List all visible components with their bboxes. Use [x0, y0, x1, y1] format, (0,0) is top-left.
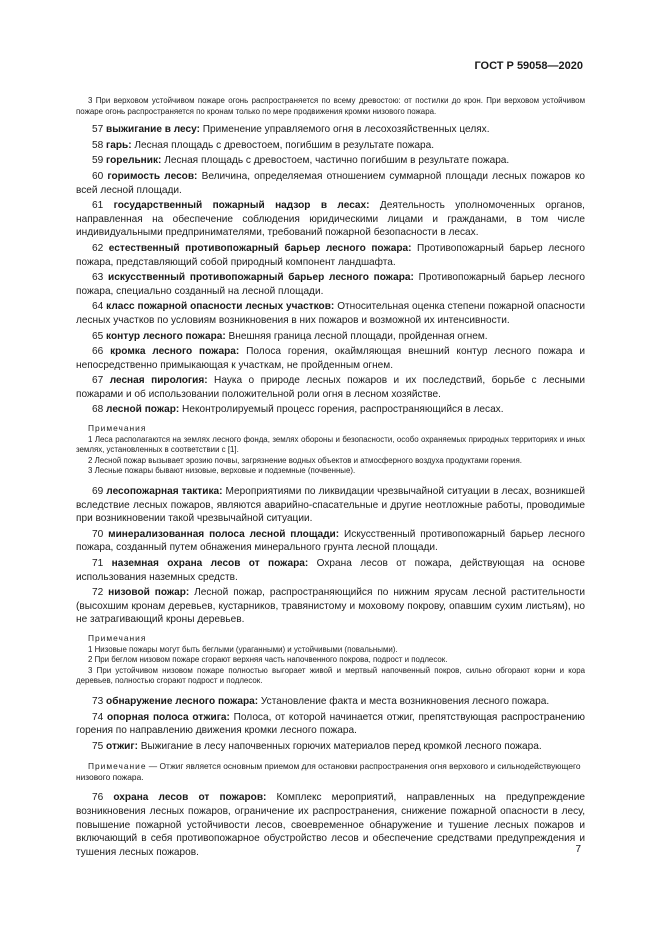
- term-entry: [76, 586, 585, 627]
- term-definition: Величина, определяемая отношением суммарной площади лесных пожаров ко всей лесной площади.: [76, 170, 586, 196]
- term-number: 72: [92, 587, 104, 599]
- term-number: 65: [92, 330, 104, 342]
- term-definition: Противопожарный барьер лесного пожара, представляющий собой природный компонент ландшафта.: [76, 242, 586, 268]
- term-entry: [76, 154, 585, 168]
- term-definition: Неконтролируемый процесс горения, распространяющийся в лесах.: [179, 404, 504, 416]
- top-note: 3 При верховом устойчивом пожаре огонь распространяется по всему древостою: от постилки до крон. При верховом устойчивом пожаре огонь распространяется по кронам только по мере продвижения кромки низового пожара.: [76, 96, 585, 116]
- term-name: лесная пирология:: [109, 375, 208, 387]
- terms-list: [76, 695, 585, 753]
- term-entry: [76, 139, 585, 153]
- note-line: 1 Леса располагаются на землях лесного фонда, землях обороны и безопасности, особо охраняемых природных территориях и иных землях, установленных в соответствии с [1].: [76, 434, 585, 455]
- term-name: охрана лесов от пожаров:: [113, 792, 267, 804]
- terms-list: [76, 123, 585, 417]
- term-name: опорная полоса отжига:: [107, 711, 230, 723]
- term-number: 61: [92, 200, 104, 212]
- term-number: 57: [92, 124, 104, 136]
- term-name: минерализованная полоса лесной площади:: [108, 528, 340, 540]
- term-number: 74: [92, 711, 104, 723]
- term-number: 68: [92, 404, 104, 416]
- term-name: искусственный противопожарный барьер лесного пожара:: [108, 272, 414, 284]
- term-entry: [76, 557, 585, 584]
- term-name: кромка лесного пожара:: [110, 346, 240, 358]
- notes-heading: Примечания: [88, 632, 147, 643]
- note-line: 1 Низовые пожары могут быть беглыми (ураганными) и устойчивыми (повальными).: [88, 644, 398, 654]
- term-number: 67: [92, 375, 104, 387]
- term-number: 59: [92, 155, 104, 167]
- notes-block: [76, 633, 585, 687]
- term-definition: Относительная оценка степени пожарной опасности лесных участков по условиям возникновения в них пожаров и возможной их интенсивности.: [76, 301, 585, 326]
- note-text: — Отжиг является основным приемом для остановки распространения огня верхового и сильнодействующего низового пожара.: [76, 761, 581, 783]
- term-definition: Выжигание в лесу напочвенных горючих материалов перед кромкой лесного пожара.: [137, 740, 542, 752]
- term-definition: Противопожарный барьер лесного пожара, специально созданный на лесной площади.: [76, 272, 585, 297]
- term-number: 70: [92, 528, 104, 540]
- term-definition: Полоса горения, окаймляющая внешний контур лесного пожара и непосредственно примыкающая к участкам, не пройденным огнем.: [76, 346, 585, 371]
- standard-designation: ГОСТ Р 59058—2020: [474, 60, 583, 72]
- notes-heading: Примечания: [88, 423, 147, 434]
- term-definition: Наука о природе лесных пожаров и их последствий, борьбе с лесными пожарами и об использовании положительной роли огня в лесном хозяйстве.: [76, 375, 585, 400]
- terms-list: [76, 485, 585, 627]
- term-definition: Полоса, от которой начинается отжиг, препятствующая распространению горения по направлению движения кромки лесного пожара.: [76, 711, 585, 737]
- term-entry: [76, 170, 585, 197]
- term-name: наземная охрана лесов от пожара:: [111, 558, 309, 569]
- term-name: естественный противопожарный барьер лесного пожара:: [108, 242, 412, 254]
- term-number: 60: [92, 170, 104, 182]
- term-name: государственный пожарный надзор в лесах:: [113, 200, 370, 212]
- term-name: горимость лесов:: [107, 170, 198, 182]
- term-name: контур лесного пожара:: [106, 330, 226, 342]
- term-number: 73: [92, 695, 104, 707]
- term-number: 71: [92, 558, 104, 569]
- term-definition: Установление факта и места возникновения лесного пожара.: [258, 695, 550, 707]
- term-number: 58: [92, 139, 104, 151]
- term-definition: Искусственный противопожарный барьер лесного пожара, созданный путем обнажения минерального грунта лесной площади.: [76, 528, 585, 554]
- term-definition: Мероприятиями по ликвидации чрезвычайной ситуации в лесах, возникшей вследствие лесных пожаров, являются аварийно-спасательные и другие неотложные работы, проводимые при возникновении такой чрезвычайной ситуации.: [76, 486, 585, 525]
- term-definition: Лесная площадь с древостоем, погибшим в результате пожара.: [131, 139, 434, 151]
- term-number: 76: [92, 792, 104, 804]
- term-entry: [76, 242, 585, 269]
- notes-block: [76, 423, 585, 477]
- term-entry: [76, 300, 585, 327]
- note-line: 2 При беглом низовом пожаре сгорают верхняя часть напочвенного покрова, подрост и подлесок.: [88, 655, 448, 665]
- term-entry: [76, 791, 585, 859]
- term-name: обнаружение лесного пожара:: [106, 695, 259, 707]
- term-entry: [76, 345, 585, 372]
- term-number: 69: [92, 486, 104, 498]
- term-entry: [76, 485, 585, 526]
- term-name: гарь:: [106, 139, 132, 151]
- term-name: лесопожарная тактика:: [106, 486, 223, 498]
- term-entry: [76, 374, 585, 401]
- term-number: 75: [92, 740, 104, 752]
- term-name: класс пожарной опасности лесных участков:: [106, 301, 335, 313]
- note-single: [76, 761, 585, 783]
- term-entry: [76, 740, 585, 754]
- term-entry: [76, 528, 585, 555]
- term-entry: [76, 199, 585, 240]
- term-name: выжигание в лесу:: [106, 124, 200, 136]
- term-definition: Применение управляемого огня в лесохозяйственных целях.: [200, 124, 490, 136]
- term-entry: [76, 123, 585, 137]
- term-definition: Внешняя граница лесной площади, пройденная огнем.: [225, 330, 488, 342]
- terms-list: [76, 791, 585, 859]
- term-entry: [76, 711, 585, 738]
- term-name: отжиг:: [106, 740, 138, 752]
- term-definition: Охрана лесов от пожара, действующая на основе использования наземных средств.: [76, 558, 585, 583]
- term-number: 66: [92, 346, 104, 358]
- term-entry: [76, 330, 585, 344]
- note-heading: Примечание: [88, 761, 147, 772]
- page-number: 7: [575, 844, 581, 855]
- term-number: 64: [92, 301, 104, 313]
- term-entry: [76, 403, 585, 417]
- term-name: низовой пожар:: [108, 587, 190, 599]
- note-line: 2 Лесной пожар вызывает эрозию почвы, загрязнение водных объектов и атмосферного воздуха продуктами горения.: [88, 455, 522, 465]
- term-number: 63: [92, 272, 104, 284]
- page-content: [76, 96, 585, 861]
- term-definition: Деятельность уполномоченных органов, направленная на обеспечение соблюдения юридическими лицами и гражданами, в том числе индивидуальными предпринимателями, требований пожарной безопасности в лесах.: [76, 200, 585, 239]
- term-definition: Комплекс мероприятий, направленных на предупреждение возникновения лесных пожаров, ограничение их распространения, снижение пожарной опасности в лесу, повышение пожарной устойчивости лесов, своевременное обнаружение и тушение лесных пожаров и включающий в себя противопожарное обустройство лесов и обеспечение средствами предупреждения и тушения лесных пожаров.: [76, 792, 586, 858]
- term-definition: Лесной пожар, распространяющийся по нижним ярусам лесной растительности (высохшим кронам деревьев, кустарников, травянистому и моховому покрову, опавшим сухим листьям), но не затрагивающий кроны деревьев.: [76, 587, 585, 626]
- term-entry: [76, 271, 585, 298]
- term-entry: [76, 695, 585, 709]
- term-name: лесной пожар:: [106, 404, 180, 416]
- term-name: горельник:: [106, 155, 162, 167]
- note-line: 3 При устойчивом низовом пожаре полностью выгорает живой и мертвый напочвенный покров, сильно обгорают корни и кора деревьев, полностью сгорают подрост и подлесок.: [76, 665, 585, 686]
- note-line: 3 Лесные пожары бывают низовые, верховые и подземные (почвенные).: [88, 466, 356, 476]
- term-definition: Лесная площадь с древостоем, частично погибшим в результате пожара.: [161, 155, 510, 167]
- term-number: 62: [92, 242, 104, 254]
